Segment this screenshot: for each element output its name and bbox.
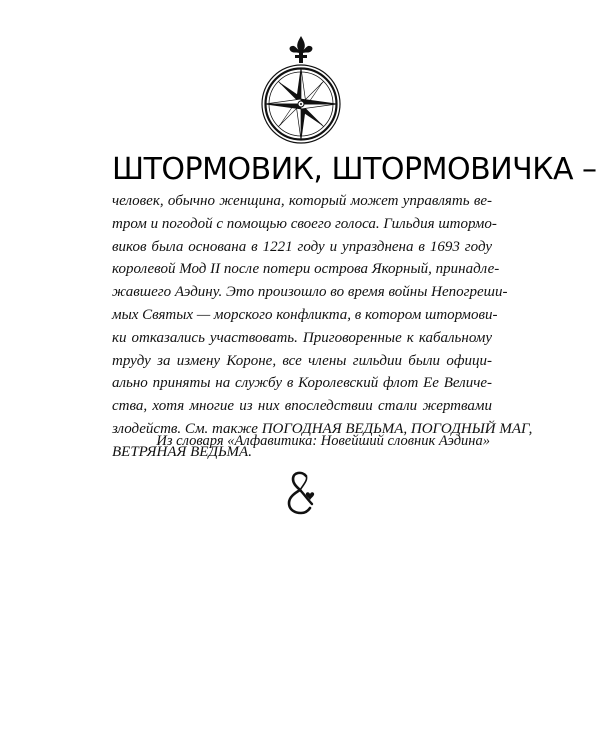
- definition-line: ства, хотя многие из них впоследствии стали жертвами: [112, 398, 492, 415]
- definition-line: тром и погодой с помощью своего голоса. Гильдия штормо-: [112, 215, 497, 232]
- definition-line: мых Святых — морского конфликта, в котором штормови-: [112, 306, 498, 323]
- source-citation: Из словаря «Алфавитика: Новейший словник Аэдина»: [156, 433, 490, 449]
- headword: ШТОРМОВИК, ШТОРМОВИЧКА –: [112, 152, 597, 187]
- definition-line: ВЕТРЯНАЯ ВЕДЬМА.: [112, 443, 252, 460]
- definition-line: человек, обычно женщина, который может управлять ве-: [112, 193, 492, 209]
- definition-line: ально приняты на службу в Королевский флот Ее Величе-: [112, 375, 492, 392]
- definition-text: [112, 190, 533, 464]
- definition-line: виков была основана в 1221 году и упразднена в 1693 году: [112, 238, 492, 255]
- definition-line: жавшего Аэдину. Это произошло во время войны Непогреши-: [112, 284, 508, 301]
- definition-line: королевой Мод II после потери острова Якорный, принадле-: [112, 261, 500, 278]
- compass-rose-icon: [256, 34, 346, 146]
- definition-line: ки отказались участвовать. Приговоренные к кабальному: [112, 329, 492, 346]
- ampersand-heart-icon: [284, 470, 320, 516]
- definition-line: злодейств. См. также ПОГОДНАЯ ВЕДЬМА, ПОГОДНЫЙ МАГ,: [112, 420, 533, 437]
- definition-line: труду за измену Короне, все члены гильдии были офици-: [112, 352, 492, 369]
